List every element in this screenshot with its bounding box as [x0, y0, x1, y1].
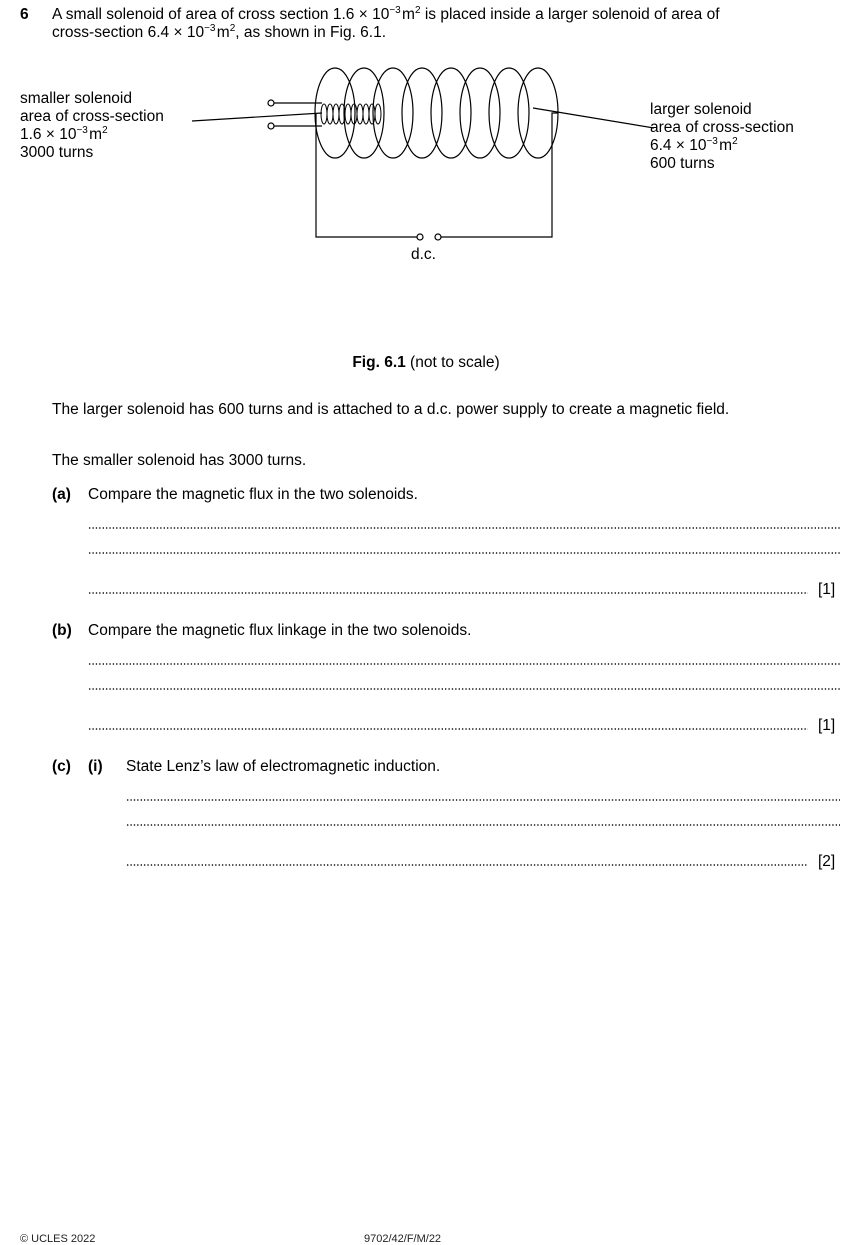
figure-caption: Fig. 6.1 (not to scale): [352, 354, 500, 371]
answer-line[interactable]: [126, 824, 840, 826]
question-number: 6: [20, 6, 29, 23]
part-c-i-label: (i): [88, 758, 103, 775]
part-a-label: (a): [52, 486, 71, 503]
footer-paper-code: 9702/42/F/M/22: [364, 1233, 442, 1245]
marks-allocation: [2]: [818, 853, 836, 870]
answer-line[interactable]: [88, 592, 808, 594]
marks-allocation: [1]: [818, 581, 836, 598]
smaller-solenoid-label: smaller solenoid area of cross-section $1.6 \times 10^{-3}$ $m^2$ 3000 turns: [20, 90, 164, 161]
body-paragraph-2: The smaller solenoid has 3000 turns.: [52, 452, 307, 469]
part-c-label: (c): [52, 758, 71, 775]
part-c-i-question: State Lenz’s law of electromagnetic induction.: [126, 758, 441, 775]
answer-line[interactable]: [88, 527, 840, 529]
part-b-label: (b): [52, 622, 72, 639]
answer-line[interactable]: [88, 663, 840, 665]
part-b-question: Compare the magnetic flux linkage in the two solenoids.: [88, 622, 472, 639]
answer-line[interactable]: [88, 728, 808, 730]
answer-line[interactable]: [88, 688, 840, 690]
answer-line[interactable]: [88, 552, 840, 554]
marks-allocation: [1]: [818, 717, 836, 734]
dc-supply-label: d.c.: [411, 246, 436, 263]
answer-line[interactable]: [126, 799, 840, 801]
body-paragraph-1: The larger solenoid has 600 turns and is attached to a d.c. power supply to create a magnetic field.: [52, 401, 730, 418]
part-a-question: Compare the magnetic flux in the two solenoids.: [88, 486, 418, 503]
footer-copyright: © UCLES 2022: [20, 1233, 96, 1245]
larger-solenoid-label: larger solenoid area of cross-section $6.4 \times 10^{-3}$ $m^2$ 600 turns: [650, 101, 794, 172]
answer-line[interactable]: [126, 864, 808, 866]
question-intro: A small solenoid of area of cross section $1.6 \times 10^{-3}$ $m^2$ is placed inside a larger solenoid of area of cross-section $6.4 \times 10^{-3}$ $m^2$, as shown in Fig. 6.1.: [52, 4, 720, 41]
smaller-solenoid-coil: [321, 104, 381, 124]
